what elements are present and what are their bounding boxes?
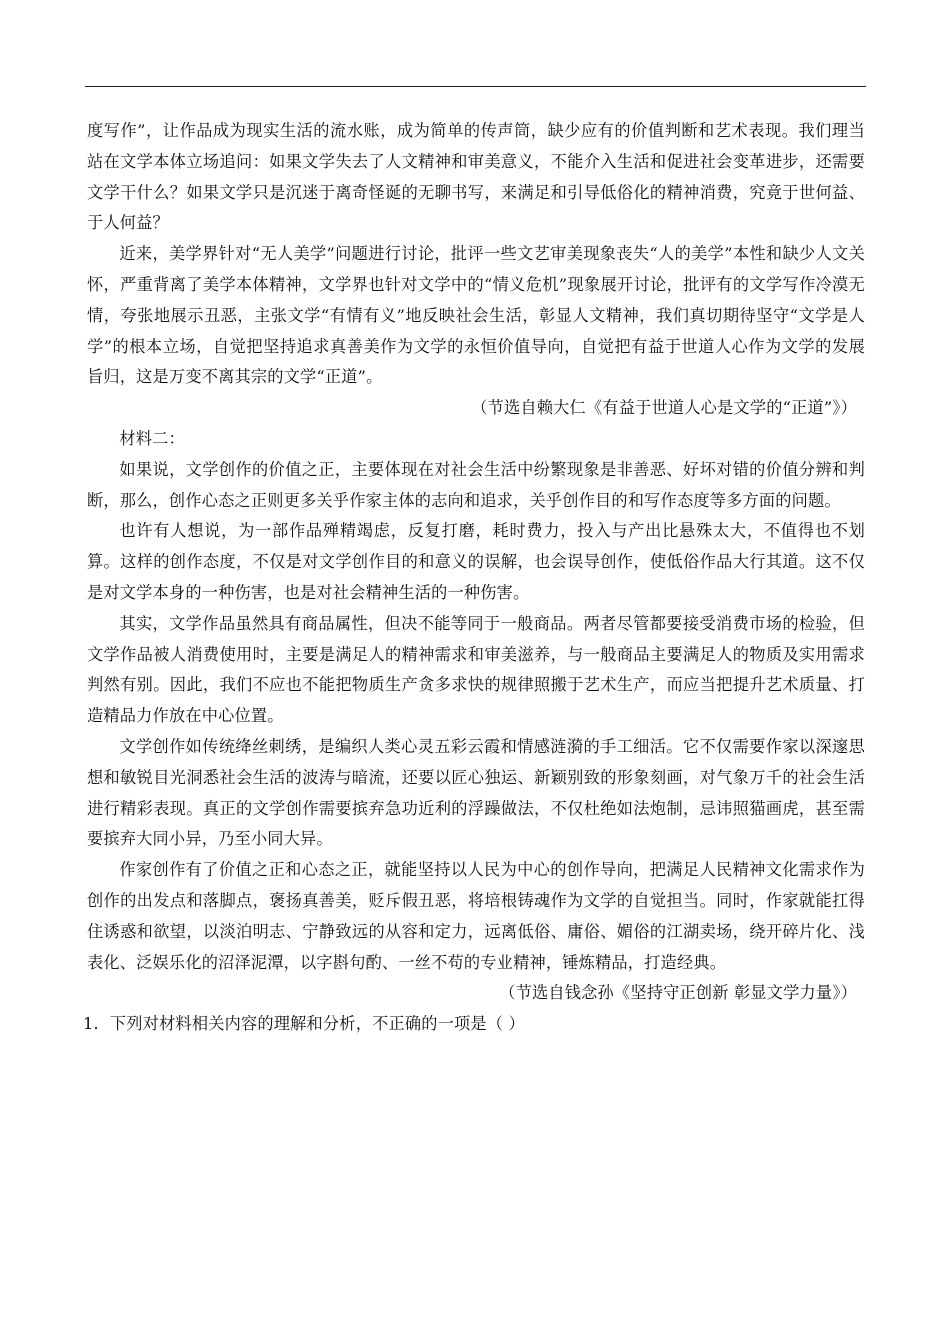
paragraph-continuation: 度写作”，让作品成为现实生活的流水账，成为简单的传声筒，缺少应有的价值判断和艺术表现。我们理当站在文学本体立场追问：如果文学失去了人文精神和审美意义，不能介入生活和促进社会变革进步，还需要文学干什么？如果文学只是沉迷于离奇怪诞的无聊书写，来满足和引导低俗化的精神消费，究竟于世何益、于人何益？ [87, 121, 866, 233]
paragraph-commodity: 其实，文学作品虽然具有商品属性，但决不能等同于一般商品。两者尽管都要接受消费市场的检验，但文学作品被人消费使用时，主要是满足人的精神需求和审美滋养，与一般商品主要满足人的物质及实用需求判然有别。因此，我们不应也不能把物质生产贪多求快的规律照搬于艺术生产，而应当把提升艺术质量、打造精品力作放在中心位置。 [87, 613, 865, 726]
paragraph-attitude: 也许有人想说，为一部作品殚精竭虑，反复打磨，耗时费力，投入与产出比悬殊太大，不值得也不划算。这样的创作态度，不仅是对文学创作目的和意义的误解，也会误导创作，使低俗作品大行其道。这不仅是对文学本身的一种伤害，也是对社会精神生活的一种伤害。 [87, 521, 865, 602]
material-two-label: 材料二： [119, 428, 185, 448]
source-citation-1: （节选自赖大仁《有益于世道人心是文学的“正道”》） [471, 398, 857, 418]
paragraph-embroidery: 文学创作如传统绛丝刺绣，是编织人类心灵五彩云霞和情感涟漪的手工细活。它不仅需要作家以深邃思想和敏锐目光洞悉社会生活的波涛与暗流，还要以匠心独运、新颖别致的形象刻画，对气象万千的社会生活进行精彩表现。真正的文学创作需要摈弃急功近利的浮躁做法，不仅杜绝如法炮制，忌讳照猫画虎，甚至需要摈弃大同小异，乃至小同大异。 [87, 736, 865, 849]
paragraph-value: 如果说，文学创作的价值之正，主要体现在对社会生活中纷繁现象是非善恶、好坏对错的价值分辨和判断，那么，创作心态之正则更多关乎作家主体的志向和追求，关乎创作目的和写作态度等多方面的问题。 [87, 459, 865, 510]
paragraph-aesthetics: 近来，美学界针对“无人美学”问题进行讨论，批评一些文艺审美现象丧失“人的美学”本性和缺少人文关怀，严重背离了美学本体精神，文学界也针对文学中的“情义危机”现象展开讨论，批评有的文学写作冷漠无情，夸张地展示丑恶，主张文学“有情有义”地反映社会生活，彰显人文精神，我们真切期待坚守“文学是人学”的根本立场，自觉把坚持追求真善美作为文学的永恒价值导向，自觉把有益于世道人心作为文学的发展旨归，这是万变不离其宗的文学“正道”。 [87, 244, 865, 387]
article-body [83, 116, 866, 1040]
source-citation-2: （节选自钱念孙《坚持守正创新 彰显文学力量》） [499, 983, 857, 1003]
question-1: 1．下列对材料相关内容的理解和分析，不正确的一项是（ ） [83, 1014, 525, 1034]
paragraph-writer: 作家创作有了价值之正和心态之正，就能坚持以人民为中心的创作导向，把满足人民精神文化需求作为创作的出发点和落脚点，褒扬真善美，贬斥假丑恶，将培根铸魂作为文学的自觉担当。同时，作家就能扛得住诱惑和欲望，以淡泊明志、宁静致远的从容和定力，远离低俗、庸俗、媚俗的江湖卖场，绕开碎片化、浅表化、泛娱乐化的沼泽泥潭，以字斟句酌、一丝不苟的专业精神，锤炼精品，打造经典。 [87, 860, 865, 972]
header-rule [85, 86, 866, 87]
